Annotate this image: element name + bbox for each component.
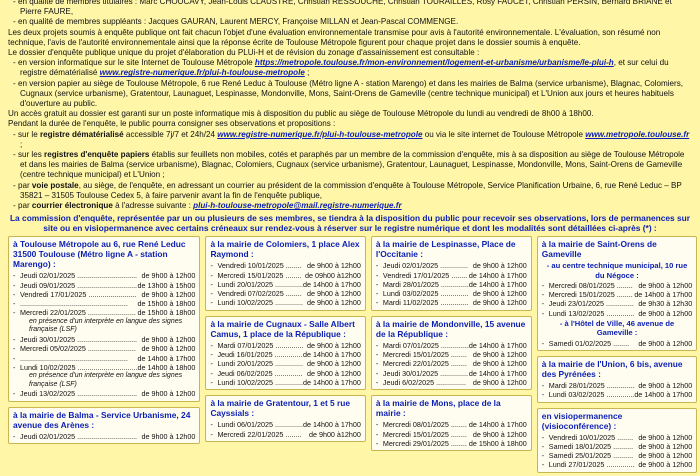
- bullet-icon: -: [375, 340, 379, 350]
- schedule-time: de 9h00 à12h00: [308, 429, 361, 439]
- email-link[interactable]: plui-h-toulouse-metropole@mail.registre-numerique.fr: [193, 201, 402, 211]
- schedule-date: Mercredi 15/01/2025 ........: [382, 350, 467, 360]
- schedule-date: Jeudi 16/01/2025 ..............: [217, 350, 303, 360]
- schedule-row: [13, 354, 195, 363]
- paper-register-pre: - sur les: [13, 150, 45, 160]
- email-mid: à l'adresse suivante :: [112, 201, 194, 211]
- schedule-time: de 14h00 à 17h00: [302, 350, 361, 360]
- bullet-icon: -: [541, 380, 545, 390]
- schedule-row: [13, 299, 195, 308]
- schedule-row: [210, 261, 360, 270]
- bullet-icon: -: [13, 299, 16, 309]
- schedule-time: de 9h00 à 12h00: [638, 338, 693, 348]
- bullet-icon: -: [210, 279, 213, 289]
- schedule-row: [376, 350, 527, 359]
- bullet-icon: -: [541, 432, 545, 442]
- schedule-row: [542, 451, 692, 460]
- schedule-row: [376, 261, 527, 270]
- substitute-members: - en qualité de membres suppléants : Jacques GAURAN, Laurent MERCY, Françoise MILLAN et Jean-Pascal COMMENGE.: [13, 17, 459, 27]
- schedule-time: de 9h00 à 12h00: [472, 261, 527, 271]
- schedule-row: [210, 280, 360, 289]
- digital-register-mid: accessible 7j/7 et 24h/24: [123, 129, 218, 139]
- schedule-row: [210, 430, 360, 439]
- permanences-columns: [8, 236, 692, 472]
- schedule-time: de 9h00 à 12h00: [141, 431, 196, 441]
- schedule-time: de 9h00 à 12h00: [141, 289, 196, 299]
- digital-register-mid2: ou via le site internet de Toulouse Métropole: [422, 129, 586, 139]
- bullet-icon: -: [13, 344, 16, 354]
- schedule-date: Mercredi 22/01/2025 ........: [217, 429, 302, 439]
- schedule-row: [542, 309, 692, 318]
- schedule-time: de 14h00 à 18h00: [137, 362, 196, 372]
- digital-register-item: [8, 130, 692, 150]
- schedule-time: de 9h00 à 12h00: [638, 451, 693, 461]
- schedule-date: Mercredi 08/01/2025 ........: [382, 420, 467, 430]
- schedule-time: de 14h00 à 17h00: [468, 368, 527, 378]
- schedule-time: de 9h00 à 12h00: [472, 359, 527, 369]
- schedule-date: Mercredi 29/01/2025 ........: [382, 438, 467, 448]
- schedule-row: [210, 289, 360, 298]
- postal-pre: - par: [13, 180, 32, 190]
- schedule-date: Mardi 07/01/2025 ..............: [382, 340, 469, 350]
- schedule-date: Mercredi 08/01/2025 ........: [548, 280, 633, 290]
- location-box: [371, 236, 532, 310]
- schedule-time: de 14h00 à 17h00: [302, 420, 361, 430]
- schedule-time: de 9h00 à 12h00: [638, 280, 693, 290]
- schedule-row: [210, 341, 360, 350]
- location-box: [205, 316, 365, 390]
- bullet-icon: -: [210, 340, 213, 350]
- schedule-time: de 9h00 à 12h00: [638, 441, 693, 451]
- schedule-date: Vendredi 07/02/2025 ........: [217, 289, 302, 299]
- location-title: à la mairie de Lespinasse, Place de l'Occitanie :: [375, 239, 516, 260]
- online-consult-text: - en version informatique sur le site Internet de Toulouse Métropole: [13, 58, 255, 68]
- bullet-icon: -: [13, 271, 16, 281]
- schedule-time: de 14h00 à 17h00: [634, 290, 693, 300]
- schedule-row: [542, 281, 692, 290]
- schedule-date: Mercredi 22/01/2025 ........: [382, 359, 467, 369]
- bullet-icon: -: [210, 270, 213, 280]
- schedule-note: en présence d'un interprète en langue des signes française (LSF): [29, 317, 183, 334]
- schedule-time: de 9h00 à 12h00: [638, 460, 693, 470]
- schedule-date: Jeudi 02/01/2025 ..............: [382, 261, 469, 271]
- schedule-date: Mardi 28/01/2025 ..............: [382, 279, 469, 289]
- schedule-row: [210, 369, 360, 378]
- schedule-time: de 9h00 à 12h00: [141, 389, 196, 399]
- schedule-time: de 13h00 à 15h00: [137, 280, 196, 290]
- bullet-icon: -: [375, 438, 379, 448]
- schedule-row: [376, 439, 527, 448]
- schedule-row: [542, 442, 692, 451]
- schedule-row: [376, 378, 527, 387]
- schedule-time: de 9h00 à 12h00: [472, 350, 527, 360]
- schedule-row: [542, 433, 692, 442]
- location-title: à la mairie de Balma - Service Urbanisme, 24 avenue des Arènes :: [13, 409, 191, 430]
- schedule-date: Jeudi 23/01/2025 ..............: [548, 299, 634, 309]
- bullet-icon: -: [375, 429, 379, 439]
- schedule-row: [210, 271, 360, 280]
- location-box: [8, 407, 200, 444]
- bullet-icon: -: [541, 441, 545, 451]
- location-title: en visiopermanence (visioconférence) :: [541, 410, 623, 431]
- paper-consult-item: - en version papier au siège de Toulouse Métropole, 6 rue René Leduc à Toulouse (Métro ligne A - station Marengo) et dans les mairies de Balma (service urbanisme), Blagnac, Colomiers, Cugnaux (service urbanisme), Gratentour, Launaguet, Lespinasse, Mondonville, Mons, Saint-Orens de Gameville (centre technique municipal) et L'Union aux jours et heures habituels d'ouverture au public.: [13, 78, 684, 109]
- permanence-column: [371, 236, 532, 472]
- schedule-row: [376, 359, 527, 368]
- schedule-note: en présence d'un interprète en langue des signes française (LSF): [29, 372, 183, 388]
- schedule-date: Vendredi 10/01/2025 ........: [217, 261, 302, 271]
- schedule-time: de 9h30 à 12h30: [638, 299, 693, 309]
- schedule-date: Jeudi 30/01/2025 ..............................: [20, 334, 138, 344]
- location-subtitle-2: - à l'Hôtel de Ville, 46 avenue de Gameville :: [559, 319, 675, 338]
- permanences-headline: La commission d'enquête, représentée par un ou plusieurs de ses membres, se tiendra à la disposition du public pour recevoir ses observations, lors de permanences sur site ou en visiopermanence avec certains créneaux sur rendez-vous à réserver sur le registre numérique et dont les modalités sont détaillées ci-après (*) :: [9, 213, 691, 234]
- schedule-date: Samedi 25/01/2025 ..........: [548, 451, 634, 461]
- bullet-icon: -: [541, 308, 545, 318]
- schedule-row: [13, 363, 195, 372]
- schedule-row: [210, 420, 360, 429]
- bullet-icon: -: [375, 279, 379, 289]
- online-consult-mid: , et sur celui du registre dématérialisé: [20, 58, 669, 78]
- schedule-time: de 9h00 à 12h00: [638, 432, 693, 442]
- bullet-icon: -: [210, 359, 213, 369]
- bullet-icon: -: [541, 390, 545, 400]
- schedule-date: Lundi 10/02/2025 ..............................: [20, 362, 138, 372]
- bullet-icon: -: [541, 280, 545, 290]
- intro-paragraph-4: Pendant la durée de l'enquête, le public pourra consigner ses observations et propositions :: [8, 119, 336, 129]
- schedule-time: de 9h00 à 12h00: [306, 340, 361, 350]
- schedule-date: Mercredi 15/01/2025 ........: [548, 290, 633, 300]
- bullet-icon: -: [210, 429, 213, 439]
- schedule-time: de 14h00 à 17h00: [468, 340, 527, 350]
- bullet-icon: -: [375, 368, 379, 378]
- bullet-icon: -: [541, 338, 545, 348]
- schedule-row: [542, 460, 692, 469]
- schedule-date: Lundi 03/02/2025 ..............: [548, 390, 635, 400]
- schedule-date: Jeudi 30/01/2025 ..............: [382, 368, 469, 378]
- schedule-time: de 9h00 à 12h00: [306, 359, 361, 369]
- schedule-time: de 9h00 à 12h00: [306, 289, 361, 299]
- intro-paragraph-1: Les deux projets soumis à enquête publique ont fait chacun l'objet d'une évaluation environnementale transmise pour avis à l'autorité environnementale. L'évaluation, son résumé non technique, l'avis de l'autorité environnementale ainsi que la réponse écrite de Toulouse Métropole figurent pour chaque projet dans le dossier soumis à enquête.: [8, 27, 661, 47]
- schedule-date: Jeudi 6/02/2025 ...............: [382, 377, 467, 387]
- digital-register-pre: - sur le: [13, 129, 40, 139]
- schedule-date: Mercredi 15/01/2025 ........: [382, 429, 467, 439]
- metropole-plui-link[interactable]: https://metropole.toulouse.fr/mon-environnement/logement-et-urbanisme/urbanisme/le-plui-h: [254, 58, 614, 68]
- schedule-date: ......................................................: [20, 299, 128, 309]
- schedule-time: de 9h00 à 12h00: [638, 308, 693, 318]
- bullet-icon: -: [375, 377, 379, 387]
- schedule-time: de 15h00 à 18h00: [137, 299, 196, 309]
- bullet-icon: -: [210, 420, 213, 430]
- schedule-row: [376, 341, 527, 350]
- schedule-date: Lundi 10/02/2025 ..............: [217, 298, 303, 308]
- titular-members: - en qualité de membres titulaires : Marc CHOUCAVY, Jean-Louis CLAUSTRE, Christian RESSOUCHE, Christian TOURAILLES, Rosy FAUCET, Christian PERSIN, Bernard BRIANE et Pierre FAURE,: [13, 0, 672, 17]
- schedule-date: Jeudi 09/01/2025 ..............................: [20, 280, 138, 290]
- intro-paragraph-2: Le dossier d'enquête publique unique du projet d'élaboration du PLUi-H et de révision du zonage d'assainissement est consultable :: [8, 48, 480, 58]
- schedule-row: [13, 290, 195, 299]
- intro-text: [8, 0, 692, 211]
- schedule-row: [210, 378, 360, 387]
- location-title: à la mairie de Gratentour, 1 et 5 rue Cayssials :: [210, 398, 351, 419]
- schedule-date: Mercredi 05/02/2025 ........................: [20, 344, 136, 354]
- schedule-time: de 9h00 à 12h00: [472, 298, 527, 308]
- bullet-icon: -: [210, 298, 213, 308]
- schedule-date: Jeudi 02/01/2025 ..............................: [20, 271, 138, 281]
- metropole-site-link[interactable]: www.metropole.toulouse.fr: [585, 129, 690, 139]
- schedule-time: de 9h00 à 12h00: [472, 289, 527, 299]
- location-box: [8, 236, 200, 401]
- location-box: [371, 395, 532, 451]
- permanence-column: [205, 236, 365, 472]
- schedule-date: Jeudi 06/02/2025 ..............: [217, 368, 303, 378]
- schedule-time: de 14h00 à 17h00: [468, 420, 527, 430]
- schedule-time: de 14h00 à 17h00: [137, 353, 196, 363]
- schedule-row: [13, 432, 195, 441]
- schedule-row: [210, 298, 360, 307]
- schedule-time: de 9h00 à 12h00: [141, 271, 196, 281]
- schedule-time: de 14h00 à 17h00: [634, 390, 693, 400]
- online-consult-end: ;: [304, 68, 310, 78]
- schedule-row: [210, 350, 360, 359]
- bullet-icon: -: [13, 308, 16, 318]
- schedule-date: ......................................................: [20, 353, 128, 363]
- paper-register-item: [8, 150, 692, 181]
- schedule-row: [13, 389, 195, 398]
- schedule-row: [210, 359, 360, 368]
- postal-item: [8, 181, 692, 201]
- schedule-time: de 09h00 à12h00: [304, 270, 361, 280]
- schedule-date: Mercredi 15/01/2025 ........: [217, 270, 302, 280]
- location-title: à la mairie de Mondonville, 15 avenue de la République :: [375, 318, 526, 339]
- schedule-time: de 9h00 à 12h00: [472, 377, 527, 387]
- permanence-column: [537, 236, 697, 472]
- location-box: [371, 316, 532, 390]
- bullet-icon: -: [210, 289, 213, 299]
- bullet-icon: -: [375, 350, 379, 360]
- schedule-row: [542, 390, 692, 399]
- registre-link-2[interactable]: www.registre-numerique.fr/plui-h-toulouse-metropole: [217, 129, 423, 139]
- schedule-row: [13, 344, 195, 353]
- bullet-icon: -: [541, 460, 545, 470]
- bullet-icon: -: [13, 362, 16, 372]
- schedule-row: [376, 280, 527, 289]
- schedule-row: [376, 271, 527, 280]
- schedule-time: de 9h00 à 12h00: [141, 334, 196, 344]
- online-consult-item: [8, 58, 692, 78]
- schedule-time: de 14h00 à 17h00: [468, 279, 527, 289]
- schedule-date: Mardi 11/02/2025 ..............: [382, 298, 469, 308]
- bullet-icon: -: [210, 377, 213, 387]
- email-label: courrier électronique: [31, 201, 113, 211]
- paper-register-text: établis sur feuillets non mobiles, cotés et paraphés par un membre de la commission d'enquête, mis à sa disposition au siège de Toulouse Métropole et dans les mairies de Balma (service urbanisme), Blagnac, Colomiers, Cugnaux (service urbanisme), Gratentour, Launaguet, Lespinasse, Mondonville, Mons, Saint-Orens de Gameville (centre technique municipal) et L'Union ;: [20, 150, 685, 180]
- schedule-date: Lundi 27/01/2025 ..............: [548, 460, 635, 470]
- bullet-icon: -: [541, 451, 545, 461]
- bullet-icon: -: [375, 298, 379, 308]
- schedule-date: Mercredi 22/01/2025 ........................: [20, 308, 136, 318]
- schedule-date: Lundi 10/02/2025 ..............: [217, 377, 303, 387]
- schedule-date: Jeudi 13/02/2025 ..............................: [20, 389, 138, 399]
- permanence-column: [8, 236, 200, 472]
- schedule-row: [13, 335, 195, 344]
- bullet-icon: -: [13, 289, 16, 299]
- schedule-date: Samedi 01/02/2025 ........: [548, 338, 630, 348]
- email-pre: - par: [13, 201, 32, 211]
- schedule-time: de 9h00 à 12h00: [141, 344, 196, 354]
- bullet-icon: -: [13, 280, 16, 290]
- schedule-time: de 9h00 à 12h00: [306, 368, 361, 378]
- bullet-icon: -: [210, 350, 213, 360]
- schedule-row: [376, 369, 527, 378]
- schedule-date: Lundi 06/01/2025 ..............: [217, 420, 303, 430]
- bullet-icon: -: [375, 261, 379, 271]
- schedule-date: Lundi 20/01/2025 ..............: [217, 279, 303, 289]
- intro-paragraph-3: Un accès gratuit au dossier est garanti sur un poste informatique mis à disposition du public au siège de Toulouse Métropole du lundi au vendredi de 8h00 à 18h00.: [8, 109, 594, 119]
- bullet-icon: -: [375, 420, 379, 430]
- location-box: [205, 236, 365, 310]
- location-title: à la mairie de Cugnaux - Salle Albert Camus, 1 place de la République :: [210, 318, 355, 339]
- location-subtitle: - au centre technique municipal, 10 rue du Négoce :: [546, 261, 688, 280]
- schedule-date: Lundi 20/01/2025 ..............: [217, 359, 303, 369]
- schedule-time: de 9h00 à 12h00: [306, 298, 361, 308]
- schedule-time: de 15h00 à 18h00: [468, 438, 527, 448]
- schedule-row: [13, 308, 195, 317]
- digital-register-end: ;: [20, 139, 23, 149]
- schedule-time: de 9h00 à 12h00: [306, 261, 361, 271]
- schedule-date: Jeudi 02/01/2025 ..............................: [20, 431, 138, 441]
- schedule-row: [13, 281, 195, 290]
- location-title: à la mairie de Colomiers, 1 place Alex Raymond :: [210, 239, 360, 260]
- location-title: à Toulouse Métropole au 6, rue René Leduc 31500 Toulouse (Métro ligne A - station Marengo) :: [13, 239, 186, 270]
- digital-register-label: registre dématérialisé: [40, 129, 124, 139]
- schedule-row: [376, 430, 527, 439]
- bullet-icon: -: [541, 299, 545, 309]
- bullet-icon: -: [13, 389, 16, 399]
- location-box: [537, 236, 697, 351]
- schedule-time: de 15h00 à 18h00: [137, 308, 196, 318]
- schedule-date: Vendredi 10/01/2025 ........: [548, 432, 634, 442]
- location-box: [537, 356, 697, 403]
- schedule-date: Samedi 18/01/2025 ..........: [548, 441, 634, 451]
- bullet-icon: -: [375, 359, 379, 369]
- schedule-date: Vendredi 17/01/2025 ........................: [20, 289, 137, 299]
- location-box: [537, 408, 697, 473]
- bullet-icon: -: [375, 270, 379, 280]
- schedule-row: [376, 289, 527, 298]
- schedule-date: Mardi 28/01/2025 ..............: [548, 380, 635, 390]
- schedule-row: [542, 381, 692, 390]
- bullet-icon: -: [13, 431, 16, 441]
- email-item: [8, 201, 692, 211]
- schedule-date: Lundi 13/02/2025 ..............: [548, 308, 635, 318]
- schedule-row: [13, 271, 195, 280]
- location-title: à la mairie de Saint-Orens de Gameville: [541, 239, 657, 260]
- schedule-time: de 9h00 à 12h00: [638, 380, 693, 390]
- schedule-date: Mardi 07/01/2025 ..............: [217, 340, 304, 350]
- location-box: [205, 395, 365, 442]
- bullet-icon: -: [541, 290, 545, 300]
- bullet-icon: -: [13, 353, 16, 363]
- schedule-row: [542, 290, 692, 299]
- schedule-row: [376, 298, 527, 307]
- schedule-date: Lundi 03/02/2025 ..............: [382, 289, 469, 299]
- bullet-icon: -: [210, 368, 213, 378]
- schedule-row: [542, 299, 692, 308]
- bullet-icon: -: [210, 261, 213, 271]
- schedule-time: de 14h00 à 17h00: [468, 270, 527, 280]
- schedule-time: de 9h00 à 12h00: [472, 429, 527, 439]
- bullet-icon: -: [13, 334, 16, 344]
- location-title: à la mairie de l'Union, 6 bis, avenue des Pyrénées :: [541, 358, 683, 379]
- schedule-date: Vendredi 17/01/2025 ........: [382, 270, 468, 280]
- registre-link[interactable]: www.registre-numerique.fr/plui-h-toulouse-metropole: [99, 68, 305, 78]
- schedule-time: de 14h00 à 17h00: [302, 279, 361, 289]
- postal-label: voie postale: [31, 180, 79, 190]
- bullet-icon: -: [375, 289, 379, 299]
- postal-text: , au siège, de l'enquête, en adressant un courrier au président de la commission d'enquête à Toulouse Métropole, Service Planification Urbaine, 6, rue René Leduc – BP 35821 – 31505 Toulouse Cedex 5, à faire parvenir avant la fin de l'enquête publique,: [20, 180, 682, 200]
- location-title: à la mairie de Mons, place de la mairie :: [375, 398, 501, 419]
- schedule-time: de 14h00 à 17h00: [302, 377, 361, 387]
- schedule-row: [542, 339, 692, 348]
- paper-register-label: registres d'enquête papiers: [44, 150, 150, 160]
- schedule-row: [376, 420, 527, 429]
